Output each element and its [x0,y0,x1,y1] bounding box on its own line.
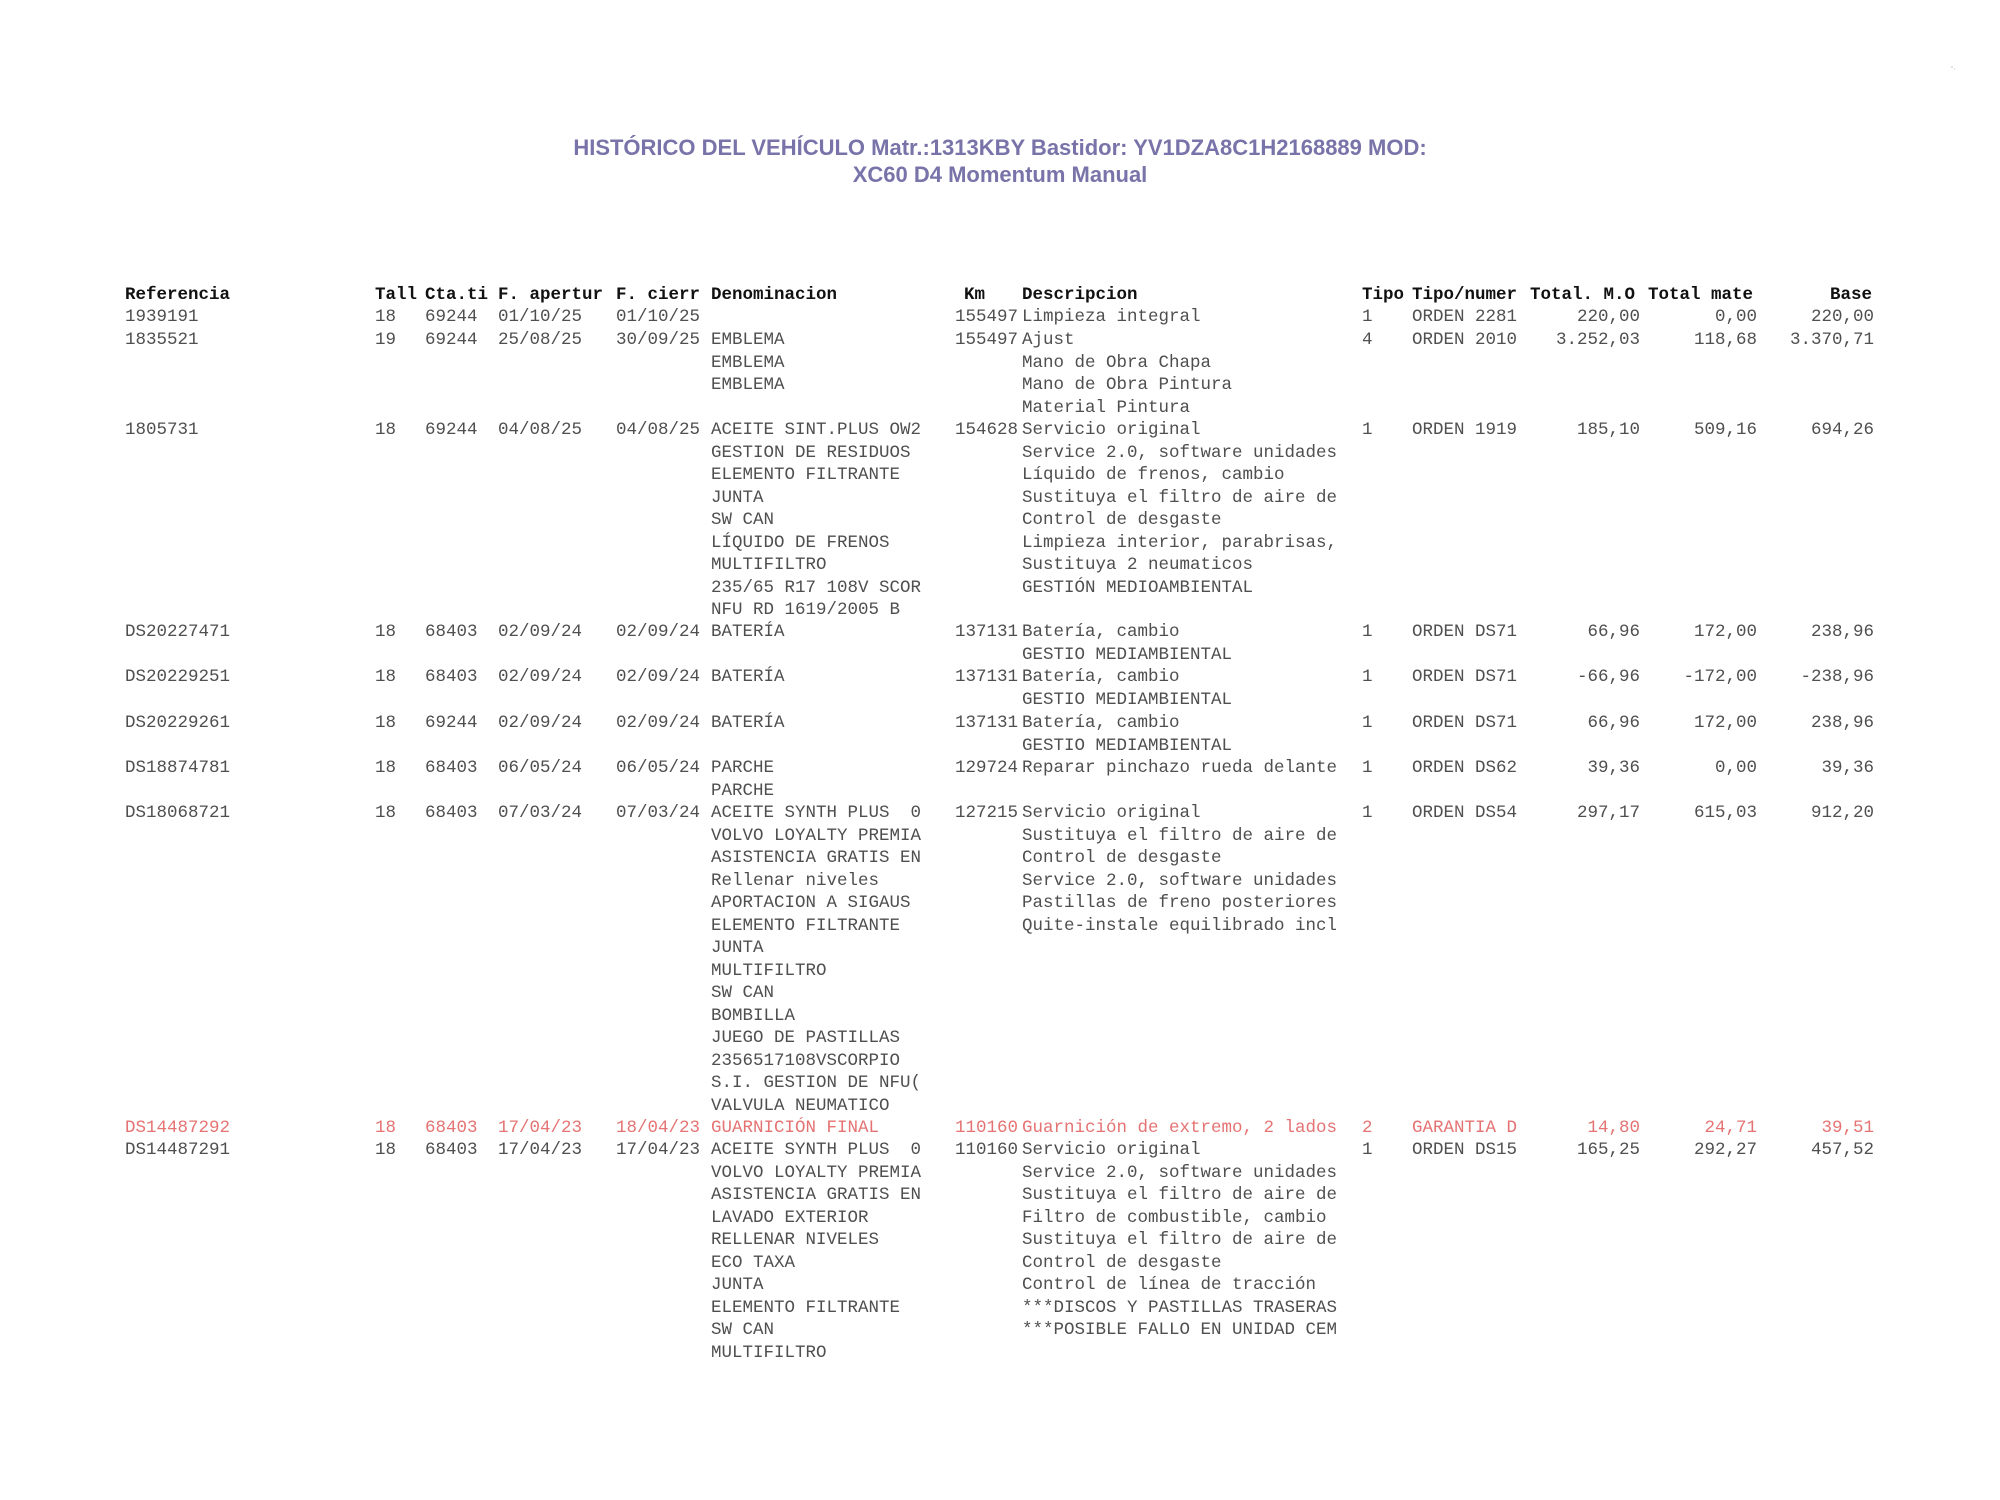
cell-km: 127215 [954,803,1018,823]
cell-km: 137131 [954,667,1018,687]
cell-taller: 18 [375,713,397,733]
cell-total-mano-obra: 66,96 [1587,713,1640,733]
cell-tipo-numero: ORDEN 2281 [1412,307,1518,327]
cell-referencia: DS20229251 [125,667,231,687]
cell-fecha-cierre: 02/09/24 [616,713,701,733]
header-tipo-numero: Tipo/numer [1412,285,1518,305]
cell-cuenta: 69244 [425,713,478,733]
cell-descripcion-line: Sustituya el filtro de aire de [1022,1230,1338,1250]
cell-taller: 18 [375,758,397,778]
cell-denominacion-line: LÍQUIDO DE FRENOS [711,532,890,553]
cell-fecha-cierre: 01/10/25 [616,307,701,327]
cell-tipo-numero: ORDEN 1919 [1412,420,1518,440]
cell-tipo-numero: ORDEN 2010 [1412,330,1518,350]
cell-descripcion-line: ***DISCOS Y PASTILLAS TRASERAS [1022,1297,1338,1318]
cell-descripcion-line: Quite-instale equilibrado incl [1022,915,1338,936]
cell-descripcion-line: Ajust [1022,330,1075,350]
cell-tipo-numero: GARANTIA D [1412,1118,1518,1138]
cell-tipo: 1 [1362,420,1373,440]
cell-descripcion-line: Control de desgaste [1022,1252,1222,1273]
cell-taller: 18 [375,307,397,327]
header-fecha-apertura: F. apertur [498,285,604,305]
cell-tipo: 1 [1362,758,1373,778]
scan-speck [1950,65,1956,71]
cell-tipo: 2 [1362,1118,1373,1138]
cell-tipo: 1 [1362,667,1373,687]
cell-descripcion-line: GESTIO MEDIAMBIENTAL [1022,644,1233,665]
cell-tipo-numero: ORDEN DS15 [1412,1140,1518,1160]
document-subtitle: XC60 D4 Momentum Manual [852,162,1148,187]
cell-referencia: 1939191 [125,307,199,327]
cell-total-mano-obra: 66,96 [1587,622,1640,642]
cell-taller: 18 [375,1140,397,1160]
cell-descripcion-line: Sustituya el filtro de aire de [1022,825,1338,846]
cell-denominacion-line: VALVULA NEUMATICO [711,1095,890,1116]
cell-denominacion-line: BATERÍA [711,667,785,687]
cell-tipo: 4 [1362,330,1373,350]
cell-denominacion-line: SW CAN [711,510,775,530]
cell-tipo: 1 [1362,307,1373,327]
cell-descripcion-line: Guarnición de extremo, 2 lados [1022,1118,1338,1138]
document-title: HISTÓRICO DEL VEHÍCULO Matr.:1313KBY Bastidor: YV1DZA8C1H2168889 MOD: [573,135,1427,160]
cell-descripcion-line: Material Pintura [1022,397,1191,418]
cell-base: 457,52 [1810,1140,1874,1160]
cell-denominacion-line: VOLVO LOYALTY PREMIA [711,825,922,846]
cell-tipo: 1 [1362,1140,1373,1160]
cell-fecha-cierre: 18/04/23 [616,1118,701,1138]
cell-denominacion-line: VOLVO LOYALTY PREMIA [711,1162,922,1183]
cell-cuenta: 68403 [425,1118,478,1138]
cell-denominacion-line: RELLENAR NIVELES [711,1230,880,1250]
cell-denominacion-line: JUEGO DE PASTILLAS [711,1028,901,1048]
cell-taller: 19 [375,330,397,350]
cell-fecha-apertura: 25/08/25 [498,330,583,350]
cell-total-mano-obra: 3.252,03 [1555,330,1640,350]
header-total-mano-obra: Total. M.O [1530,285,1636,305]
cell-denominacion-line: PARCHE [711,780,775,801]
cell-km: 155497 [954,307,1018,327]
cell-descripcion-line: Limpieza interior, parabrisas, [1022,532,1338,553]
cell-total-material: 509,16 [1693,420,1757,440]
cell-tipo-numero: ORDEN DS71 [1412,622,1518,642]
cell-descripcion-line: GESTIÓN MEDIOAMBIENTAL [1022,577,1254,598]
cell-referencia: DS14487291 [125,1140,231,1160]
header-descripcion: Descripcion [1022,285,1138,305]
cell-denominacion-line: APORTACION A SIGAUS [711,893,911,913]
cell-total-mano-obra: 220,00 [1576,307,1640,327]
cell-denominacion-line: JUNTA [711,938,764,958]
cell-denominacion-line: ELEMENTO FILTRANTE [711,1297,901,1318]
cell-total-material: 292,27 [1693,1140,1757,1160]
header-referencia: Referencia [125,285,231,305]
cell-base: 238,96 [1810,622,1874,642]
cell-fecha-apertura: 02/09/24 [498,713,583,733]
cell-descripcion-line: Pastillas de freno posteriores [1022,893,1338,913]
header-denominacion: Denominacion [711,285,838,305]
cell-denominacion-line: GESTION DE RESIDUOS [711,442,911,463]
cell-denominacion-line: S.I. GESTION DE NFU( [711,1073,922,1093]
cell-descripcion-line: Líquido de frenos, cambio [1022,465,1285,485]
header-total-material: Total mate [1648,285,1754,305]
cell-descripcion-line: Control de desgaste [1022,510,1222,530]
cell-total-material: 0,00 [1714,758,1757,778]
cell-fecha-apertura: 04/08/25 [498,420,583,440]
cell-tipo: 1 [1362,803,1373,823]
header-tipo: Tipo [1362,285,1405,305]
cell-descripcion-line: Sustituya el filtro de aire de [1022,487,1338,508]
cell-cuenta: 68403 [425,667,478,687]
header-base: Base [1830,285,1873,305]
cell-denominacion-line: JUNTA [711,487,764,508]
cell-fecha-apertura: 17/04/23 [498,1140,583,1160]
cell-tipo: 1 [1362,713,1373,733]
cell-cuenta: 68403 [425,758,478,778]
cell-total-mano-obra: -66,96 [1576,667,1640,687]
cell-base: 694,26 [1810,420,1874,440]
cell-denominacion-line: LAVADO EXTERIOR [711,1207,869,1228]
cell-total-material: 24,71 [1704,1118,1757,1138]
cell-km: 137131 [954,622,1018,642]
cell-fecha-cierre: 02/09/24 [616,622,701,642]
cell-tipo-numero: ORDEN DS62 [1412,758,1518,778]
cell-tipo-numero: ORDEN DS71 [1412,667,1518,687]
cell-denominacion-line: ELEMENTO FILTRANTE [711,465,901,485]
cell-denominacion-line: ECO TAXA [711,1252,796,1273]
cell-taller: 18 [375,420,397,440]
cell-tipo: 1 [1362,622,1373,642]
cell-fecha-cierre: 30/09/25 [616,330,701,350]
cell-denominacion-line: ACEITE SYNTH PLUS 0 [711,803,922,823]
cell-denominacion-line: ACEITE SINT.PLUS OW2 [711,420,922,440]
cell-km: 110160 [954,1140,1018,1160]
cell-fecha-apertura: 02/09/24 [498,622,583,642]
cell-total-material: 0,00 [1714,307,1757,327]
cell-descripcion-line: Service 2.0, software unidades [1022,870,1338,891]
cell-fecha-cierre: 04/08/25 [616,420,701,440]
cell-denominacion-line: SW CAN [711,983,775,1003]
cell-base: -238,96 [1800,667,1874,687]
cell-tipo-numero: ORDEN DS54 [1412,803,1518,823]
cell-denominacion-line: MULTIFILTRO [711,555,827,575]
cell-base: 220,00 [1810,307,1874,327]
cell-total-material: -172,00 [1683,667,1757,687]
cell-denominacion-line: MULTIFILTRO [711,960,827,981]
cell-cuenta: 69244 [425,330,478,350]
cell-total-mano-obra: 165,25 [1576,1140,1640,1160]
cell-descripcion-line: Reparar pinchazo rueda delante [1022,758,1338,778]
cell-cuenta: 69244 [425,307,478,327]
cell-descripcion-line: Control de línea de tracción [1022,1275,1317,1295]
cell-descripcion-line: GESTIO MEDIAMBIENTAL [1022,735,1233,756]
cell-denominacion-line: EMBLEMA [711,330,785,350]
cell-fecha-apertura: 17/04/23 [498,1118,583,1138]
cell-descripcion-line: Service 2.0, software unidades [1022,1162,1338,1183]
cell-denominacion-line: PARCHE [711,758,775,778]
cell-denominacion-line: JUNTA [711,1275,764,1295]
cell-denominacion-line: SW CAN [711,1320,775,1340]
cell-denominacion-line: EMBLEMA [711,375,785,395]
cell-denominacion-line: BATERÍA [711,713,785,733]
cell-denominacion-line: ELEMENTO FILTRANTE [711,915,901,936]
cell-km: 110160 [954,1118,1018,1138]
cell-base: 3.370,71 [1789,330,1874,350]
cell-taller: 18 [375,803,397,823]
cell-referencia: DS18068721 [125,803,231,823]
cell-cuenta: 69244 [425,420,478,440]
cell-denominacion-line: GUARNICIÓN FINAL [711,1118,880,1138]
cell-referencia: 1835521 [125,330,199,350]
cell-denominacion-line: EMBLEMA [711,352,785,373]
cell-denominacion-line: NFU RD 1619/2005 B [711,600,901,620]
cell-denominacion-line: ASISTENCIA GRATIS EN [711,848,922,868]
header-cuenta: Cta.ti [425,285,489,305]
header-fecha-cierre: F. cierr [616,285,701,305]
cell-denominacion-line: ASISTENCIA GRATIS EN [711,1185,922,1205]
cell-fecha-cierre: 06/05/24 [616,758,701,778]
cell-km: 154628 [954,420,1018,440]
cell-descripcion-line: ***POSIBLE FALLO EN UNIDAD CEM [1022,1320,1338,1340]
cell-descripcion-line: Sustituya 2 neumaticos [1022,555,1254,575]
cell-denominacion-line: Rellenar niveles [711,870,880,891]
cell-total-material: 118,68 [1693,330,1757,350]
header-km: Km [964,285,986,305]
cell-referencia: DS14487292 [125,1118,231,1138]
cell-denominacion-line: ACEITE SYNTH PLUS 0 [711,1140,922,1160]
cell-taller: 18 [375,1118,397,1138]
cell-total-material: 172,00 [1693,622,1757,642]
header-taller: Tall [375,285,418,305]
cell-descripcion-line: Batería, cambio [1022,622,1180,642]
cell-taller: 18 [375,622,397,642]
cell-denominacion-line: BATERÍA [711,622,785,642]
cell-denominacion-line: MULTIFILTRO [711,1342,827,1363]
cell-descripcion-line: Mano de Obra Pintura [1022,375,1233,395]
cell-tipo-numero: ORDEN DS71 [1412,713,1518,733]
cell-total-material: 615,03 [1693,803,1757,823]
cell-base: 238,96 [1810,713,1874,733]
cell-base: 39,51 [1821,1118,1874,1138]
cell-referencia: DS20227471 [125,622,231,642]
cell-referencia: DS18874781 [125,758,231,778]
cell-total-mano-obra: 297,17 [1576,803,1640,823]
cell-fecha-cierre: 07/03/24 [616,803,701,823]
cell-cuenta: 68403 [425,803,478,823]
cell-cuenta: 68403 [425,622,478,642]
cell-descripcion-line: Sustituya el filtro de aire de [1022,1185,1338,1205]
cell-descripcion-line: Batería, cambio [1022,667,1180,687]
cell-denominacion-line: 2356517108VSCORPIO [711,1050,901,1071]
cell-descripcion-line: Servicio original [1022,803,1201,823]
cell-descripcion-line: Filtro de combustible, cambio [1022,1207,1327,1228]
cell-fecha-apertura: 07/03/24 [498,803,583,823]
cell-denominacion-line: BOMBILLA [711,1005,796,1026]
cell-taller: 18 [375,667,397,687]
cell-descripcion-line: Service 2.0, software unidades [1022,442,1338,463]
cell-km: 155497 [954,330,1018,350]
cell-total-mano-obra: 185,10 [1576,420,1640,440]
cell-fecha-apertura: 06/05/24 [498,758,583,778]
cell-descripcion-line: GESTIO MEDIAMBIENTAL [1022,689,1233,710]
cell-fecha-apertura: 01/10/25 [498,307,583,327]
cell-fecha-cierre: 02/09/24 [616,667,701,687]
cell-total-material: 172,00 [1693,713,1757,733]
cell-descripcion-line: Servicio original [1022,1140,1201,1160]
cell-referencia: 1805731 [125,420,199,440]
cell-base: 912,20 [1810,803,1874,823]
cell-total-mano-obra: 39,36 [1587,758,1640,778]
cell-descripcion-line: Servicio original [1022,420,1201,440]
cell-referencia: DS20229261 [125,713,231,733]
cell-descripcion-line: Control de desgaste [1022,848,1222,868]
cell-descripcion-line: Batería, cambio [1022,713,1180,733]
cell-km: 129724 [954,758,1018,778]
cell-base: 39,36 [1821,758,1874,778]
cell-fecha-apertura: 02/09/24 [498,667,583,687]
cell-total-mano-obra: 14,80 [1587,1118,1640,1138]
cell-km: 137131 [954,713,1018,733]
cell-denominacion-line: 235/65 R17 108V SCOR [711,577,922,598]
cell-descripcion-line: Mano de Obra Chapa [1022,352,1212,373]
cell-cuenta: 68403 [425,1140,478,1160]
cell-fecha-cierre: 17/04/23 [616,1140,701,1160]
cell-descripcion-line: Limpieza integral [1022,307,1201,327]
